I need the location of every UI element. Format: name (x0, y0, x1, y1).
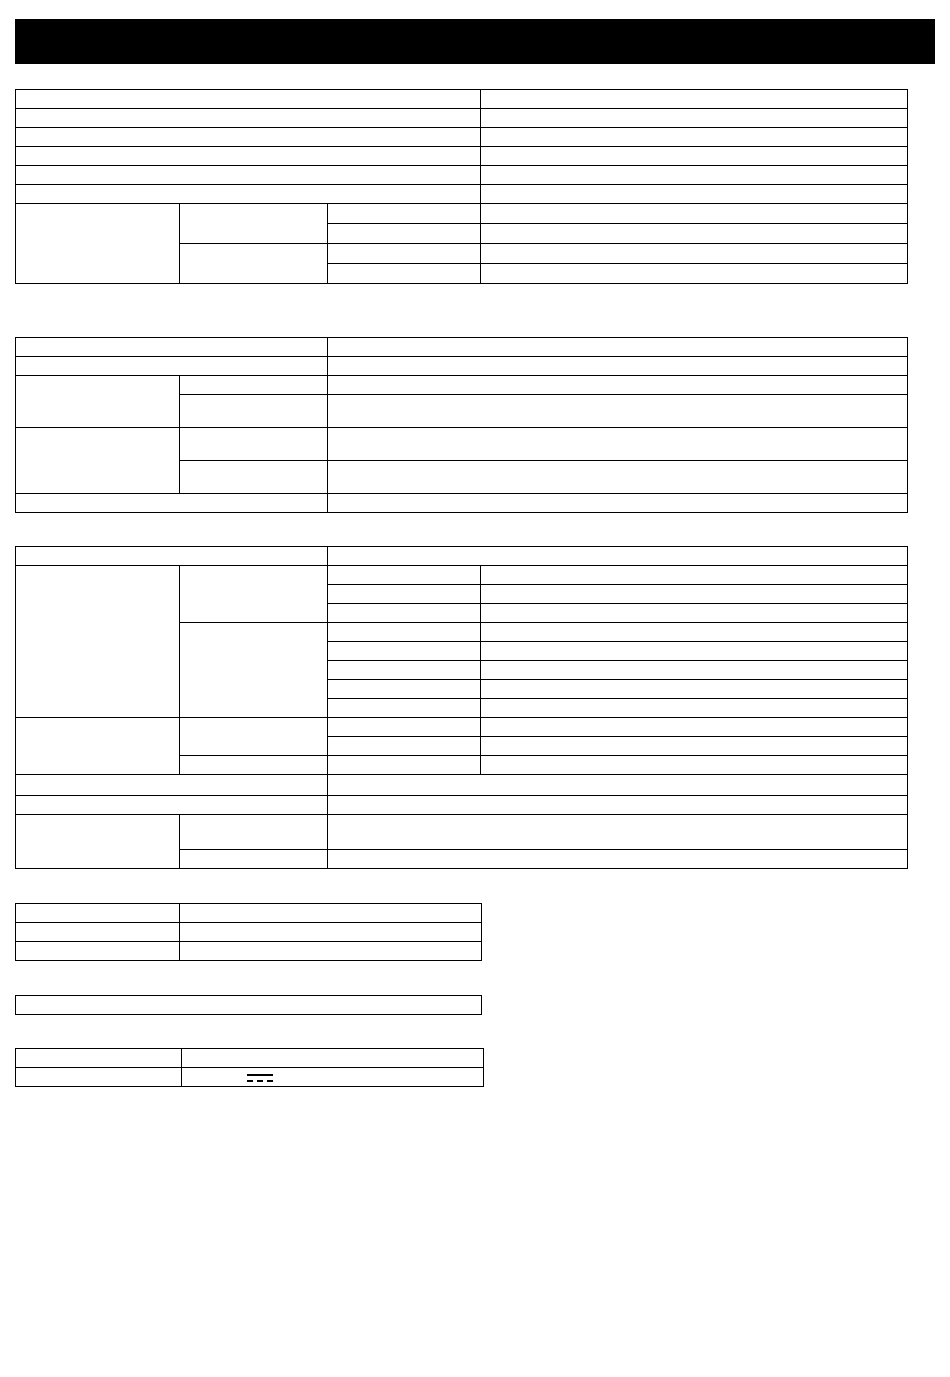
table-cell (16, 109, 481, 128)
table-cell (180, 923, 482, 942)
table-cell (328, 428, 908, 461)
table-cell (328, 547, 908, 566)
table-cell (328, 815, 908, 850)
spec-table-3 (15, 546, 908, 869)
table-cell (328, 623, 481, 642)
table-cell (481, 604, 908, 623)
table-cell (328, 775, 908, 796)
table-cell (481, 264, 908, 284)
table-cell (481, 642, 908, 661)
table-cell (328, 796, 908, 815)
table-cell (328, 494, 908, 513)
table-cell (328, 604, 481, 623)
table-cell (180, 904, 482, 923)
table-cell (481, 623, 908, 642)
spec-table-1 (15, 89, 908, 284)
table-cell (481, 566, 908, 585)
table-cell (16, 166, 481, 185)
table-cell (16, 996, 482, 1015)
table-cell (16, 942, 180, 961)
page-header (15, 19, 935, 64)
table-cell (180, 942, 482, 961)
table-cell (180, 428, 328, 461)
table-cell (180, 815, 328, 850)
table-cell (16, 566, 180, 718)
spec-table-2 (15, 337, 908, 513)
table-cell (180, 850, 328, 869)
table-cell (481, 737, 908, 756)
table-cell (16, 815, 180, 869)
table-cell (180, 376, 328, 395)
table-cell (481, 718, 908, 737)
spec-table-6 (15, 1048, 484, 1087)
table-cell (180, 718, 328, 756)
table-cell (180, 623, 328, 718)
table-cell (481, 109, 908, 128)
table-cell (182, 1049, 484, 1068)
table-cell (328, 395, 908, 428)
table-cell (328, 850, 908, 869)
table-cell (180, 395, 328, 428)
table-cell (328, 461, 908, 494)
table-cell (481, 204, 908, 224)
table-cell (328, 338, 908, 357)
table-cell (328, 699, 481, 718)
table-cell (180, 566, 328, 623)
table-cell (182, 1068, 484, 1087)
table-cell (328, 680, 481, 699)
table-cell (481, 128, 908, 147)
table-cell (328, 737, 481, 756)
table-cell (16, 128, 481, 147)
table-cell (180, 244, 328, 284)
table-cell (328, 204, 481, 224)
table-cell (16, 338, 328, 357)
table-cell (180, 461, 328, 494)
table-cell (16, 904, 180, 923)
table-cell (16, 923, 180, 942)
table-cell (481, 224, 908, 244)
direct-current-symbol-icon (246, 1073, 274, 1083)
table-cell (481, 756, 908, 775)
table-cell (328, 224, 481, 244)
table-cell (16, 428, 180, 494)
table-cell (16, 204, 180, 284)
page-title (15, 19, 935, 43)
table-cell (328, 566, 481, 585)
table-cell (481, 699, 908, 718)
table-cell (481, 147, 908, 166)
table-cell (328, 585, 481, 604)
spec-table-4 (15, 903, 482, 961)
table-cell (16, 718, 180, 775)
table-cell (180, 204, 328, 244)
table-cell (328, 661, 481, 680)
table-cell (481, 680, 908, 699)
table-cell (328, 264, 481, 284)
table-cell (16, 147, 481, 166)
table-cell (328, 642, 481, 661)
table-cell (16, 376, 180, 428)
table-cell (328, 244, 481, 264)
table-cell (16, 796, 328, 815)
table-cell (328, 357, 908, 376)
table-cell (481, 185, 908, 204)
table-cell (481, 244, 908, 264)
table-cell (328, 376, 908, 395)
table-cell (16, 185, 481, 204)
table-cell (481, 661, 908, 680)
table-cell (481, 166, 908, 185)
table-cell (16, 357, 328, 376)
table-cell (481, 90, 908, 109)
table-cell (16, 547, 328, 566)
table-cell (328, 718, 481, 737)
table-cell (16, 1068, 182, 1087)
table-cell (16, 1049, 182, 1068)
table-cell (328, 756, 481, 775)
table-cell (16, 494, 328, 513)
spec-table-5 (15, 995, 482, 1015)
table-cell (180, 756, 328, 775)
table-cell (16, 775, 328, 796)
table-cell (16, 90, 481, 109)
table-cell (481, 585, 908, 604)
